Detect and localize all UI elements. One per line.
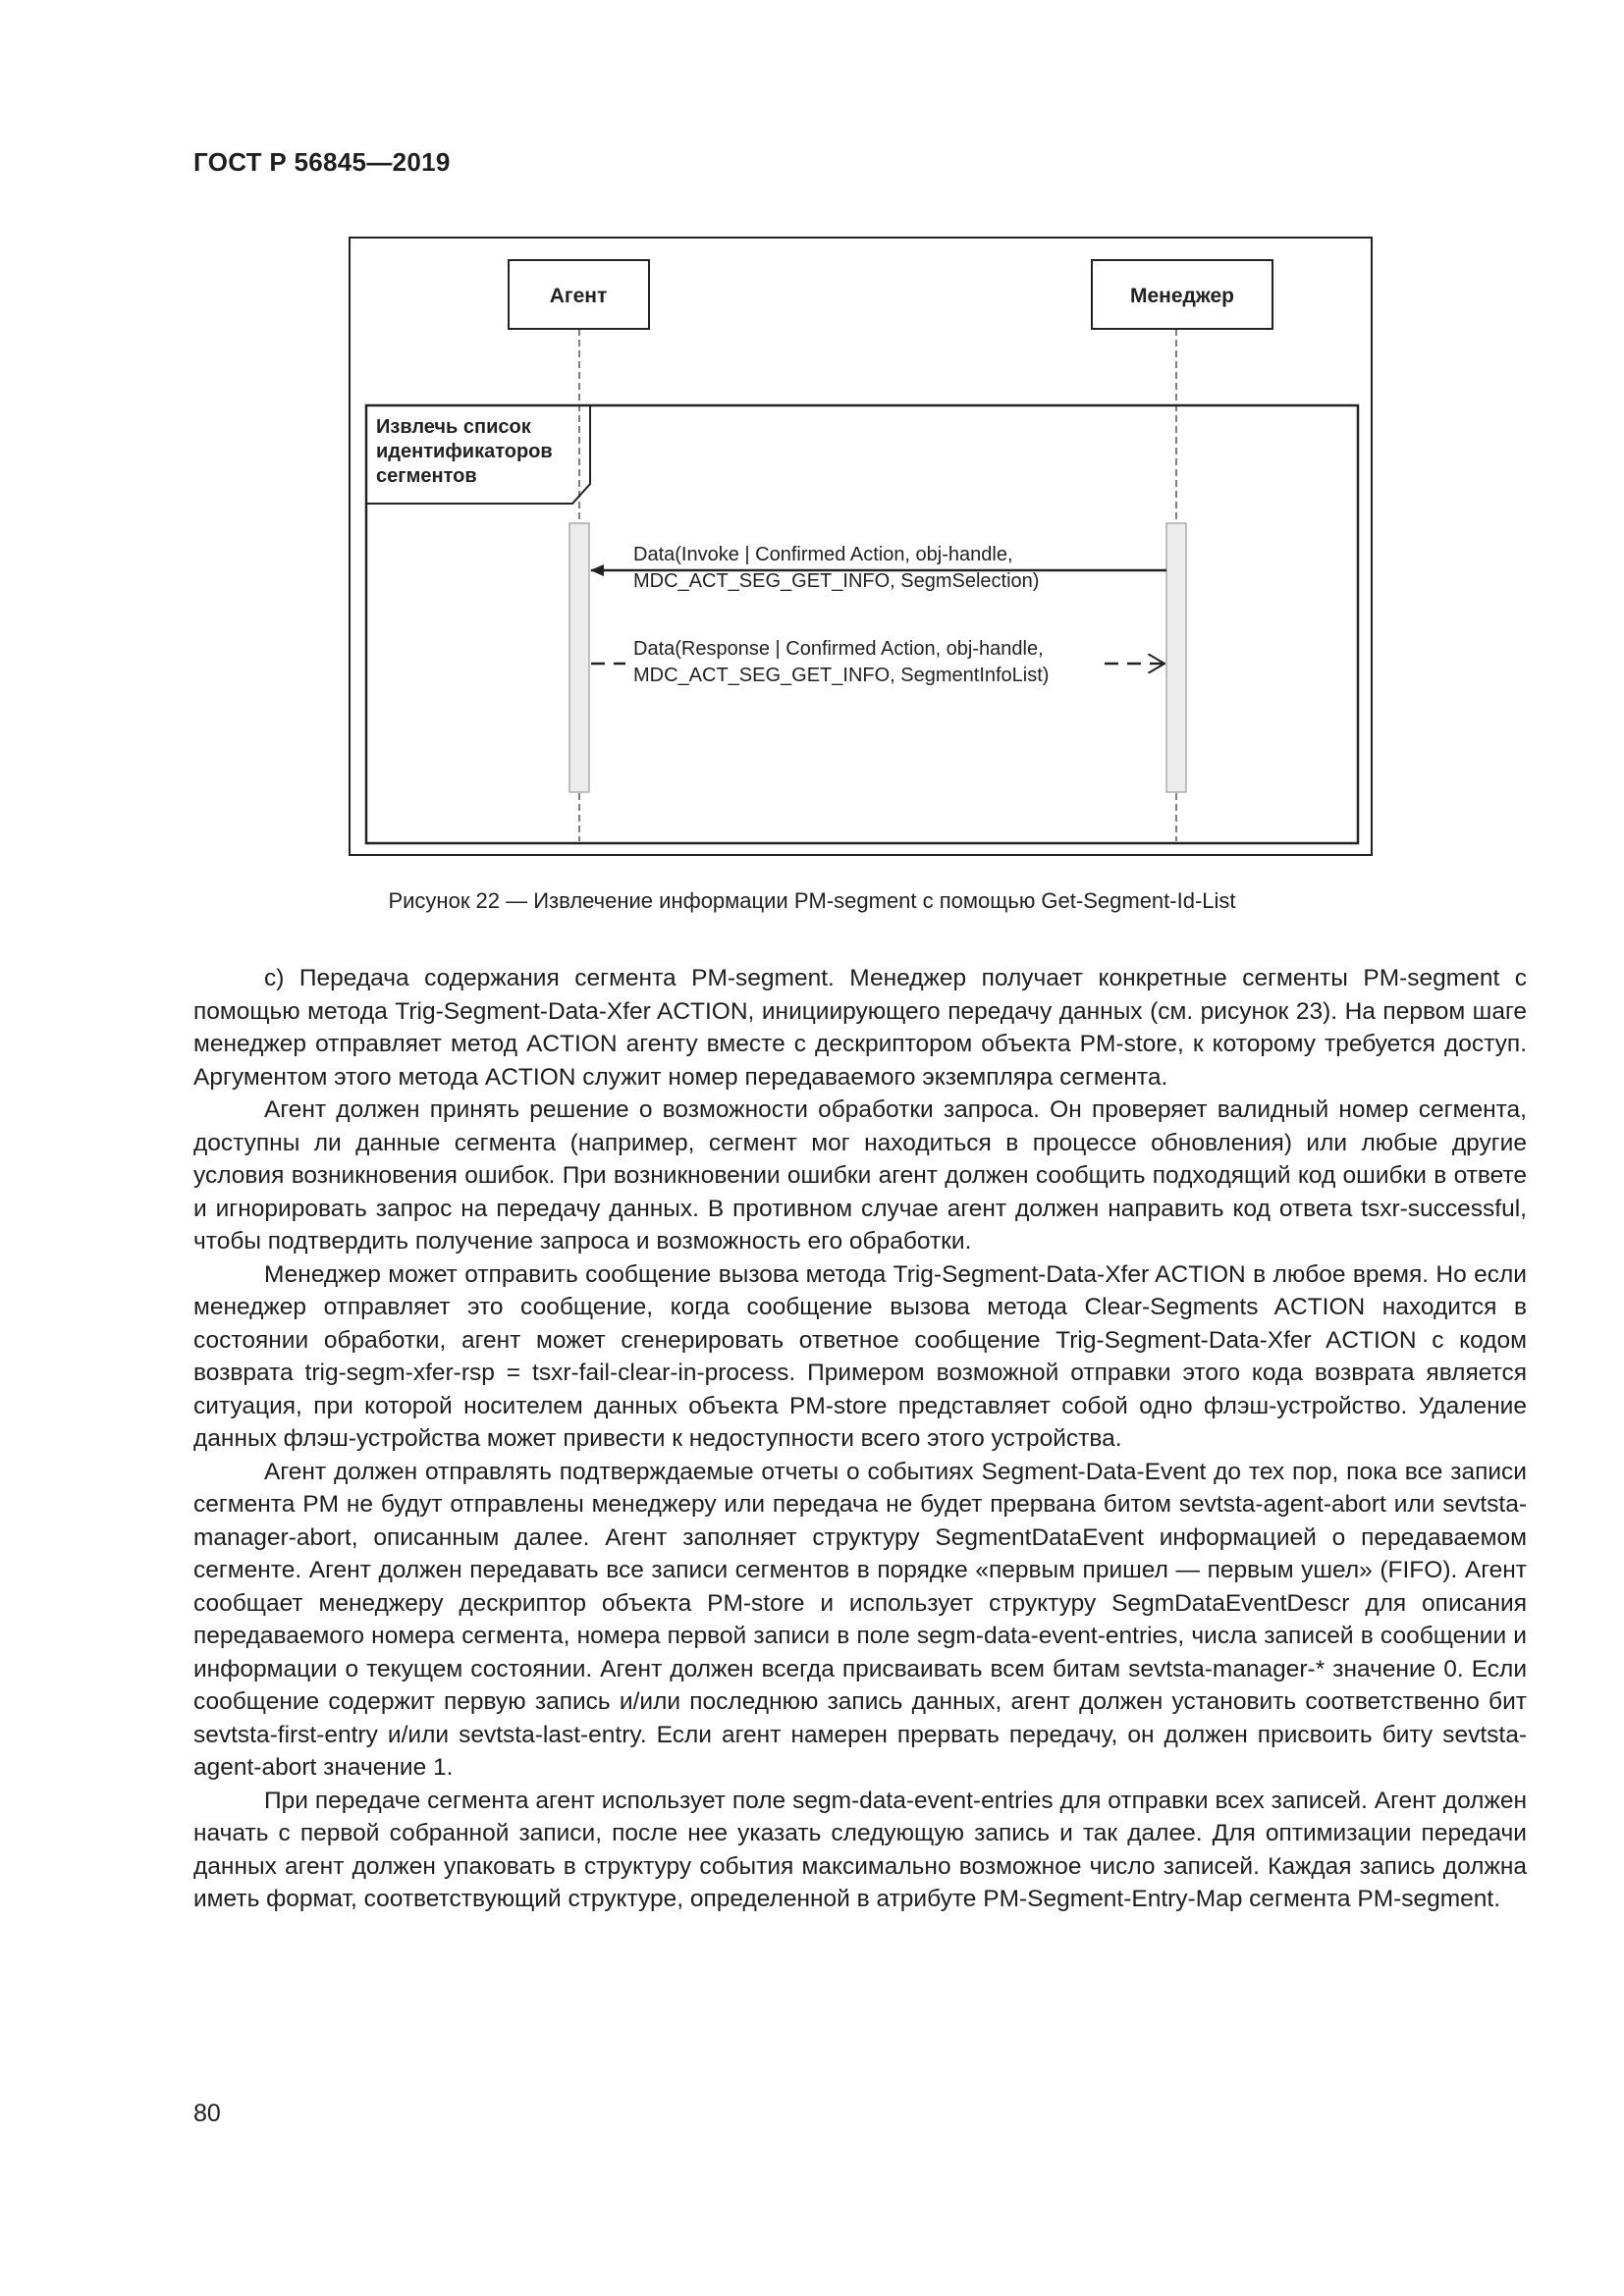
sequence-diagram bbox=[349, 237, 1373, 856]
agent-actor-box bbox=[509, 260, 649, 329]
paragraph: Менеджер может отправить сообщение вызова метода Trig-Segment-Data-Xfer ACTION в любое время. Но если менеджер отправляет это сообщение, когда сообщение вызова метода Clear-Segments ACTION находится в состоянии обработки, агент может сгенерировать ответное сообщение Trig-Segment-Data-Xfer ACTION с кодом возврата trig-segm-xfer-rsp = tsxr-fail-clear-in-process. Примером возможной отправки этого кода возврата является ситуация, при которой носителем данных объекта PM-store представляет собой одно флэш-устройство. Удаление данных флэш-устройства может привести к недоступности всего этого устройства. bbox=[193, 1260, 1527, 1452]
response-message-label bbox=[633, 638, 1049, 686]
paragraph: Агент должен принять решение о возможности обработки запроса. Он проверяет валидный номер сегмента, доступны ли данные сегмента (например, сегмент мог находиться в процессе обновления) или любые другие условия возникновения ошибок. При возникновении ошибки агент должен сообщить подходящий код ошибки в ответе и игнорировать запрос на передачу данных. В противном случае агент должен направить код ответа tsxr-successful, чтобы подтвердить получение запроса и возможность его обработки. bbox=[193, 1096, 1527, 1255]
paragraph: с) Передача содержания сегмента PM-segment. Менеджер получает конкретные сегменты PM-segment с помощью метода Trig-Segment-Data-Xfer ACTION, инициирующего передачу данных (см. рисунок 23). На первом шаге менеджер отправляет метод ACTION агенту вместе с дескриптором объекта PM-store, к которому требуется доступ. Аргументом этого метода ACTION служит номер передаваемого экземпляра сегмента. bbox=[193, 965, 1527, 1091]
response-message-line: MDC_ACT_SEG_GET_INFO, SegmentInfoList) bbox=[633, 665, 1050, 686]
manager-actor-box bbox=[1092, 260, 1272, 329]
sequence-diagram-canvas bbox=[351, 239, 1372, 855]
fragment-label-line: идентификаторов bbox=[376, 441, 553, 462]
fragment-label-line: сегментов bbox=[376, 465, 477, 487]
manager-actor-label: Менеджер bbox=[1130, 285, 1234, 307]
document-header: ГОСТ Р 56845—2019 bbox=[193, 147, 451, 177]
invoke-message-line: Data(Invoke | Confirmed Action, obj-handle, bbox=[633, 544, 1013, 565]
paragraph: Агент должен отправлять подтверждаемые отчеты о событиях Segment-Data-Event до тех пор, пока все записи сегмента PM не будут отправлены менеджеру или передача не будет прервана битом sevtsta-agent-abort или sevtsta-manager-abort, описанным далее. Агент заполняет структуру SegmentDataEvent информацией о передаваемом сегменте. Агент должен передавать все записи сегментов в порядке «первым пришел — первым ушел» (FIFO). Агент сообщает менеджеру дескриптор объекта PM-store и использует структуру SegmDataEventDescr для описания передаваемого номера сегмента, номера первой записи в поле segm-data-event-entries, числа записей в сообщении и информации о текущем состоянии. Агент должен всегда присваивать всем битам sevtsta-manager-* значение 0. Если сообщение содержит первую запись и/или последнюю запись данных, агент должен установить соответственно бит sevtsta-first-entry и/или sevtsta-last-entry. Если агент намерен прервать передачу, он должен присвоить биту sevtsta-agent-abort значение 1. bbox=[193, 1458, 1527, 1781]
fragment-label-line: Извлечь список bbox=[376, 416, 531, 438]
invoke-message-line: MDC_ACT_SEG_GET_INFO, SegmSelection) bbox=[633, 570, 1040, 592]
manager-activation-bar bbox=[1166, 523, 1186, 792]
invoke-message-label bbox=[633, 544, 1039, 592]
response-message-line: Data(Response | Confirmed Action, obj-handle, bbox=[633, 638, 1044, 660]
agent-actor-label: Агент bbox=[549, 285, 608, 307]
agent-activation-bar bbox=[569, 523, 589, 792]
figure-caption: Рисунок 22 — Извлечение информации PM-segment с помощью Get-Segment-Id-List bbox=[388, 888, 1236, 913]
fragment-label bbox=[376, 416, 558, 487]
paragraph: При передаче сегмента агент использует поле segm-data-event-entries для отправки всех записей. Агент должен начать с первой собранной записи, после нее указать следующую запись и так далее. Для оптимизации передачи данных агент должен упаковать в структуру события максимально возможное число записей. Каждая запись должна иметь формат, соответствующий структуре, определенной в атрибуте PM-Segment-Entry-Map сегмента PM-segment. bbox=[193, 1787, 1527, 1912]
page-number: 80 bbox=[193, 2100, 221, 2127]
fragment-frame bbox=[366, 405, 1358, 843]
body-text bbox=[193, 962, 1527, 1916]
